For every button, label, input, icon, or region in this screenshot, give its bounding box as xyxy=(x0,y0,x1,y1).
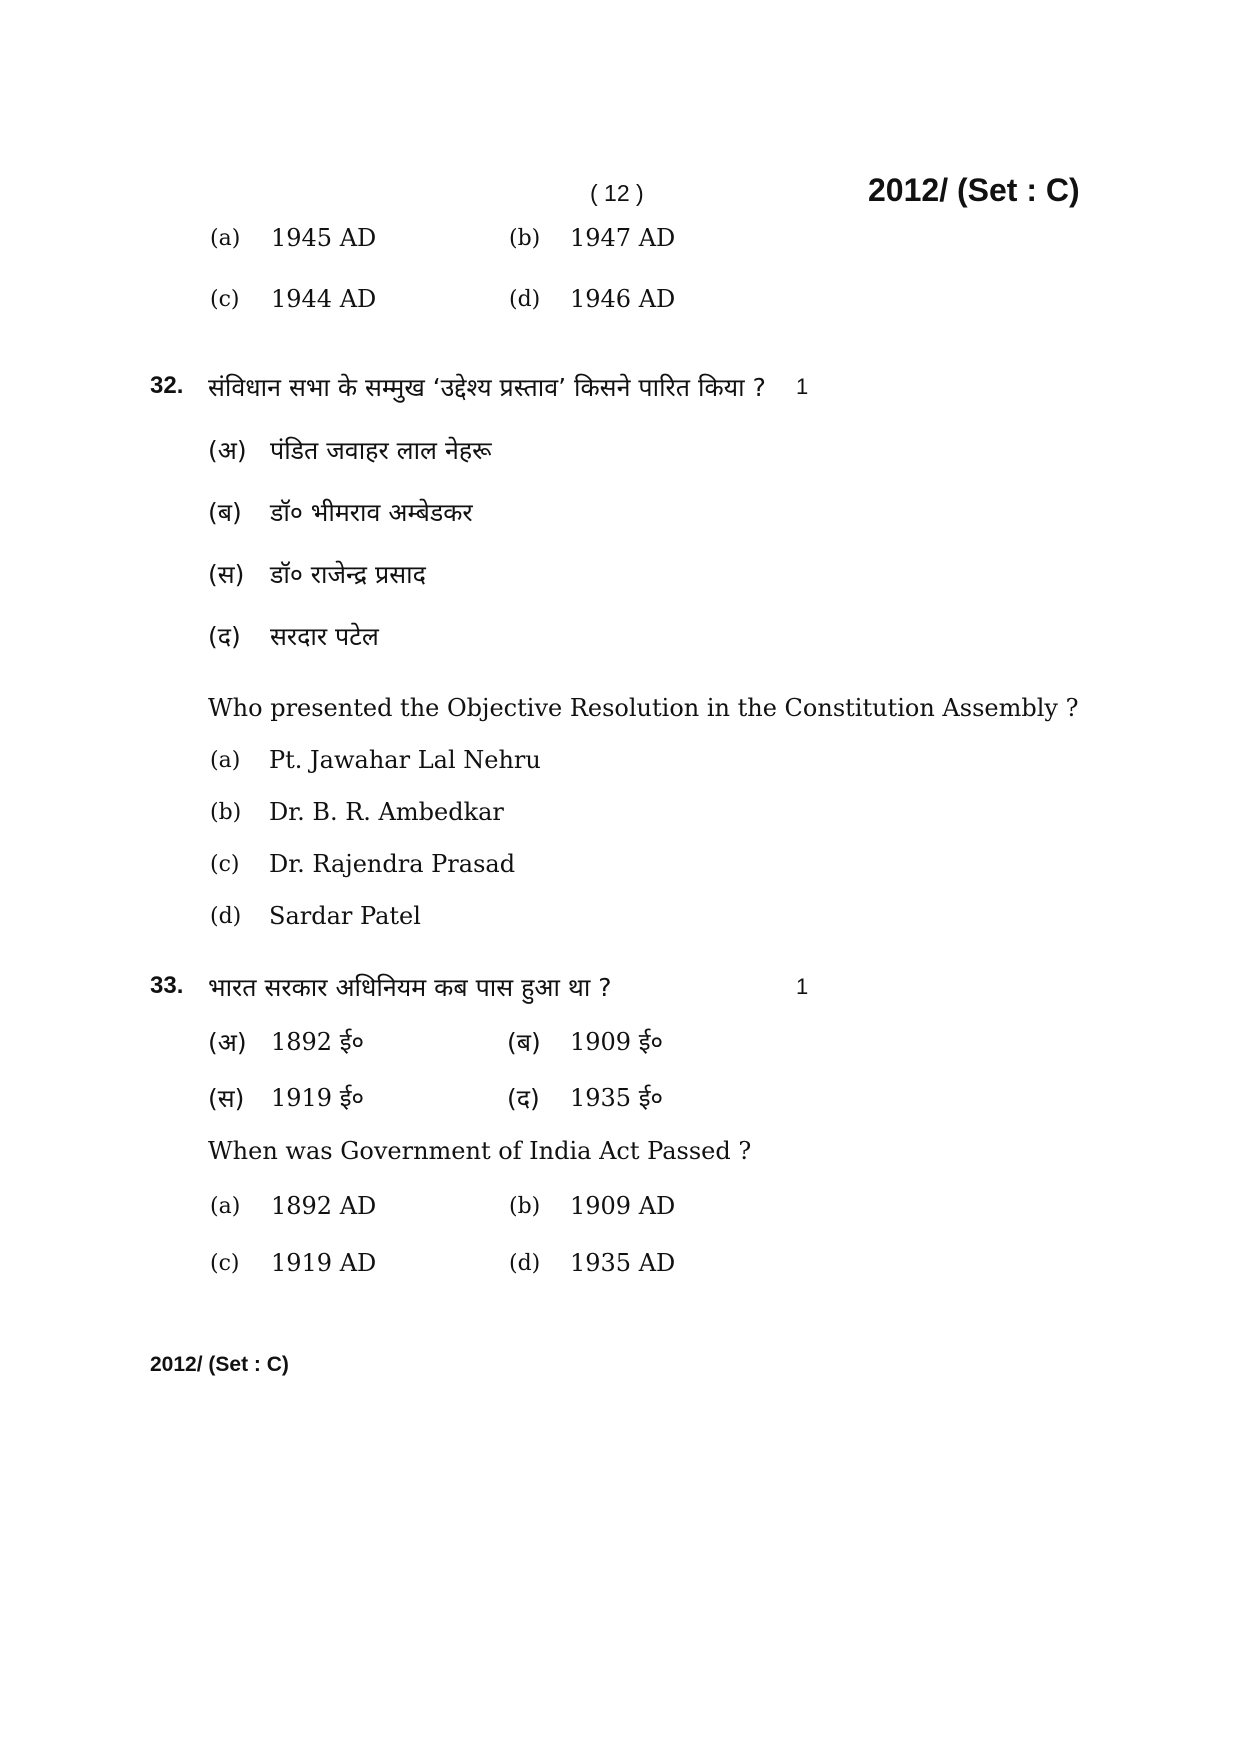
option-text: Sardar Patel xyxy=(269,902,421,930)
option-text: 1947 AD xyxy=(570,224,676,252)
english-question-text: Who presented the Objective Resolution in the Constitution Assembly ? xyxy=(208,694,1079,722)
question-marks: 1 xyxy=(796,374,809,399)
hindi-option-text: 1919 ई० xyxy=(271,1084,364,1112)
option-text: 1945 AD xyxy=(271,224,377,252)
option-text: 1919 AD xyxy=(271,1249,377,1277)
option-label: (c) xyxy=(210,287,240,312)
option-text: 1892 AD xyxy=(271,1192,377,1220)
option-label: (b) xyxy=(509,226,541,251)
hindi-option-label: (स) xyxy=(208,560,245,589)
option-text: Dr. B. R. Ambedkar xyxy=(269,798,504,826)
hindi-option-label: (अ) xyxy=(208,1028,247,1057)
hindi-question-text: संविधान सभा के सम्मुख ‘उद्देश्य प्रस्ताव’ किसने पारित किया ? xyxy=(208,373,766,402)
option-label: (d) xyxy=(210,904,242,929)
question-number: 33. xyxy=(150,972,184,999)
hindi-option-label: (स) xyxy=(208,1084,245,1113)
paper-code-footer: 2012/ (Set : C) xyxy=(150,1353,289,1376)
option-label: (a) xyxy=(210,226,241,251)
hindi-option-text: सरदार पटेल xyxy=(270,622,379,651)
question-number: 32. xyxy=(150,372,184,399)
hindi-option-text: पंडित जवाहर लाल नेहरू xyxy=(270,436,492,465)
english-question-text: When was Government of India Act Passed ? xyxy=(208,1137,752,1165)
hindi-option-text: डॉ० राजेन्द्र प्रसाद xyxy=(270,560,426,589)
hindi-option-label: (ब) xyxy=(208,498,242,527)
option-label: (b) xyxy=(509,1194,541,1219)
option-text: Dr. Rajendra Prasad xyxy=(269,850,516,878)
hindi-option-text: 1909 ई० xyxy=(570,1028,663,1056)
hindi-question-text: भारत सरकार अधिनियम कब पास हुआ था ? xyxy=(208,973,612,1002)
hindi-option-text: 1892 ई० xyxy=(271,1028,364,1056)
option-text: Pt. Jawahar Lal Nehru xyxy=(269,746,541,774)
option-text: 1935 AD xyxy=(570,1249,676,1277)
option-text: 1946 AD xyxy=(570,285,676,313)
hindi-option-label: (द) xyxy=(208,622,241,651)
option-label: (c) xyxy=(210,1251,240,1276)
option-label: (b) xyxy=(210,800,242,825)
option-text: 1944 AD xyxy=(271,285,377,313)
option-label: (a) xyxy=(210,748,241,773)
option-label: (a) xyxy=(210,1194,241,1219)
hindi-option-text: 1935 ई० xyxy=(570,1084,663,1112)
option-label: (c) xyxy=(210,852,240,877)
hindi-option-text: डॉ० भीमराव अम्बेडकर xyxy=(270,498,473,527)
hindi-option-label: (ब) xyxy=(507,1028,541,1057)
option-label: (d) xyxy=(509,1251,541,1276)
option-text: 1909 AD xyxy=(570,1192,676,1220)
option-label: (d) xyxy=(509,287,541,312)
hindi-option-label: (द) xyxy=(507,1084,540,1113)
question-marks: 1 xyxy=(796,974,809,999)
hindi-option-label: (अ) xyxy=(208,436,247,465)
page-number: ( 12 ) xyxy=(590,180,644,206)
paper-code-header: 2012/ (Set : C) xyxy=(868,172,1080,208)
